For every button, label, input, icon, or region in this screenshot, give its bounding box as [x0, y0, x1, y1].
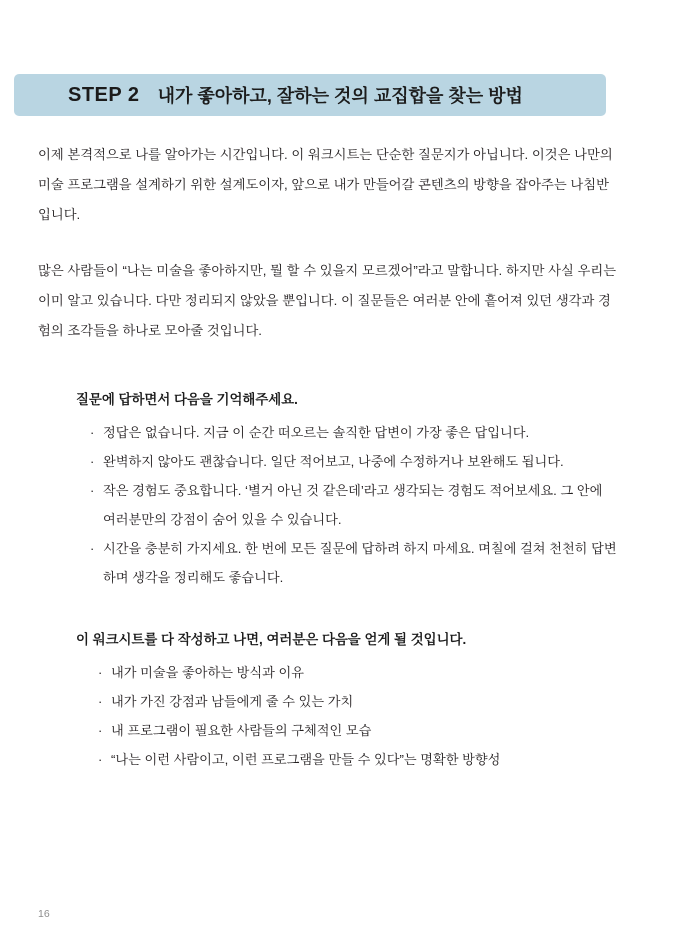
- bullet-dot-icon: ·: [90, 483, 95, 498]
- list-item-text: 시간을 충분히 가지세요. 한 번에 모든 질문에 답하려 하지 마세요. 며칠에 걸쳐 천천히 답변하며 생각을 정리해도 좋습니다.: [103, 541, 617, 585]
- list-item: [98, 658, 618, 687]
- remember-list: [38, 418, 618, 592]
- outcome-section: [38, 626, 618, 774]
- list-item: [90, 534, 618, 592]
- bullet-dot-icon: ·: [90, 541, 95, 556]
- bullet-dot-icon: ·: [90, 425, 95, 440]
- step-label: STEP 2: [68, 83, 140, 106]
- bullet-dot-icon: ·: [90, 454, 95, 469]
- step-header-band: [14, 74, 606, 116]
- document-content: [38, 140, 618, 774]
- page-number: 16: [38, 908, 50, 920]
- list-item-text: 정답은 없습니다. 지금 이 순간 떠오르는 솔직한 답변이 가장 좋은 답입니다.: [103, 425, 530, 440]
- list-item: [98, 745, 618, 774]
- list-item-text: 완벽하지 않아도 괜찮습니다. 일단 적어보고, 나중에 수정하거나 보완해도 됩니다.: [103, 454, 564, 469]
- list-item-text: 내가 가진 강점과 남들에게 줄 수 있는 가치: [111, 694, 354, 709]
- list-item-text: “나는 이런 사람이고, 이런 프로그램을 만들 수 있다”는 명확한 방향성: [111, 752, 501, 767]
- bullet-dot-icon: ·: [98, 723, 103, 738]
- outcome-list: [38, 658, 618, 774]
- list-item-text: 작은 경험도 중요합니다. ‘별거 아닌 것 같은데’라고 생각되는 경험도 적어보세요. 그 안에 여러분만의 강점이 숨어 있을 수 있습니다.: [103, 483, 603, 527]
- list-item: [90, 476, 618, 534]
- bullet-dot-icon: ·: [98, 694, 103, 709]
- list-item-text: 내가 미술을 좋아하는 방식과 이유: [111, 665, 305, 680]
- intro-paragraph-1: 이제 본격적으로 나를 알아가는 시간입니다. 이 워크시트는 단순한 질문지가 아닙니다. 이것은 나만의 미술 프로그램을 설계하기 위한 설계도이자, 앞으로 내가 만들어갈 콘텐츠의 방향을 잡아주는 나침반입니다.: [38, 147, 613, 222]
- remember-heading: 질문에 답하면서 다음을 기억해주세요.: [76, 392, 298, 407]
- bullet-dot-icon: ·: [98, 665, 103, 680]
- intro-paragraph-2: 많은 사람들이 “나는 미술을 좋아하지만, 뭘 할 수 있을지 모르겠어”라고 말합니다. 하지만 사실 우리는 이미 알고 있습니다. 다만 정리되지 않았을 뿐입니다. 이 질문들은 여러분 안에 흩어져 있던 생각과 경험의 조각들을 하나로 모아줄 것입니다.: [38, 263, 617, 338]
- step-title: 내가 좋아하고, 잘하는 것의 교집합을 찾는 방법: [157, 86, 523, 106]
- list-item-text: 내 프로그램이 필요한 사람들의 구체적인 모습: [111, 723, 372, 738]
- remember-section: [38, 386, 618, 592]
- bullet-dot-icon: ·: [98, 752, 103, 767]
- list-item: [90, 418, 618, 447]
- outcome-heading: 이 워크시트를 다 작성하고 나면, 여러분은 다음을 얻게 될 것입니다.: [76, 632, 467, 647]
- list-item: [98, 716, 618, 745]
- list-item: [98, 687, 618, 716]
- list-item: [90, 447, 618, 476]
